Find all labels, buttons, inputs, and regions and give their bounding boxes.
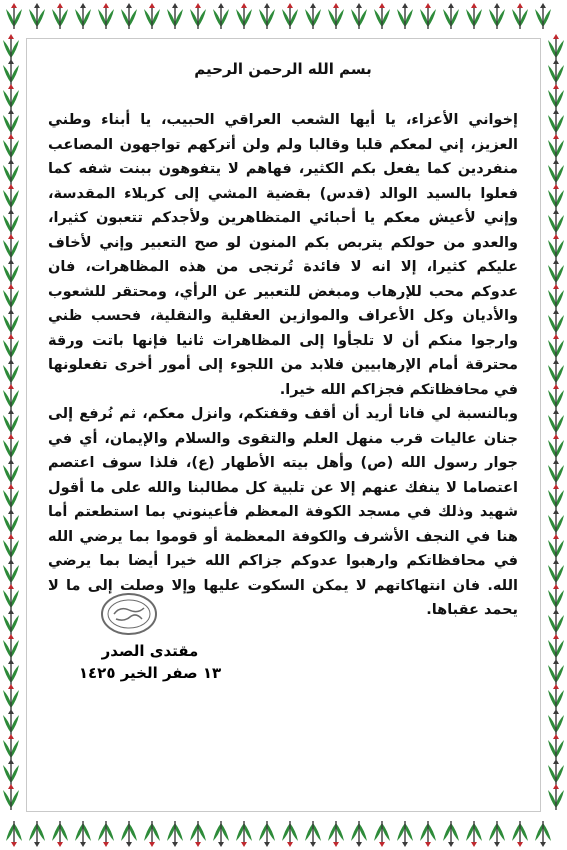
border-motif	[29, 3, 45, 29]
border-motif	[548, 409, 564, 435]
official-seal-stamp	[100, 592, 158, 636]
border-motif	[75, 821, 91, 847]
border-motif	[548, 559, 564, 585]
border-motif	[167, 821, 183, 847]
border-motif	[548, 159, 564, 185]
border-motif	[121, 821, 137, 847]
border-motif	[3, 84, 19, 110]
border-motif	[351, 821, 367, 847]
border-motif	[3, 634, 19, 660]
border-motif	[397, 3, 413, 29]
border-motif	[374, 3, 390, 29]
border-motif	[259, 821, 275, 847]
border-motif	[3, 759, 19, 785]
border-motif	[3, 559, 19, 585]
signature-date: ١٣ صفر الخير ١٤٢٥	[78, 664, 222, 682]
right-decorative-border	[545, 0, 567, 850]
border-motif	[466, 821, 482, 847]
border-motif	[548, 434, 564, 460]
border-motif	[548, 59, 564, 85]
border-motif	[3, 384, 19, 410]
border-motif	[3, 59, 19, 85]
border-motif	[548, 659, 564, 685]
border-motif	[3, 484, 19, 510]
border-motif	[420, 821, 436, 847]
border-motif	[548, 384, 564, 410]
border-motif	[3, 109, 19, 135]
border-motif	[3, 34, 19, 60]
border-motif	[3, 234, 19, 260]
border-motif	[144, 821, 160, 847]
border-motif	[3, 734, 19, 760]
border-motif	[548, 609, 564, 635]
border-motif	[3, 134, 19, 160]
border-motif	[52, 821, 68, 847]
border-motif	[52, 3, 68, 29]
border-motif	[512, 3, 528, 29]
border-motif	[443, 3, 459, 29]
border-motif	[548, 34, 564, 60]
border-motif	[489, 821, 505, 847]
border-motif	[3, 159, 19, 185]
border-motif	[305, 3, 321, 29]
border-motif	[213, 821, 229, 847]
border-motif	[3, 184, 19, 210]
border-motif	[548, 359, 564, 385]
border-motif	[259, 3, 275, 29]
border-motif	[548, 209, 564, 235]
border-motif	[548, 459, 564, 485]
border-motif	[236, 821, 252, 847]
border-motif	[548, 484, 564, 510]
border-motif	[548, 734, 564, 760]
border-motif	[190, 3, 206, 29]
border-motif	[98, 821, 114, 847]
border-motif	[3, 434, 19, 460]
border-motif	[121, 3, 137, 29]
border-motif	[3, 309, 19, 335]
border-motif	[548, 309, 564, 335]
border-motif	[548, 234, 564, 260]
border-motif	[3, 584, 19, 610]
border-motif	[548, 84, 564, 110]
border-motif	[512, 821, 528, 847]
signature-name: مقتدى الصدر	[101, 642, 199, 660]
border-motif	[548, 534, 564, 560]
border-motif	[548, 684, 564, 710]
border-motif	[3, 359, 19, 385]
letter-paragraph-2: وبالنسبة لي فانا أريد أن أقف وقفتكم، وانزل معكم، ثم نُرفع إلى جنان عاليات قرب منهل العلم والتقوى والسلام والإيمان، أي في جوار رسول الله (ص) وأهل بيته الأطهار (ع)، فلذا سوف اعتصم اعتصاما لا ينفك عنهم إلا عن تلبية كل مطالبنا والله على ما أقول شهيد وذلك في مسجد الكوفة المعظم فأعينوني بما استطعتم أما هنا في النجف الأشرف والكوفة المعظمة أو قوموا بما يرضي الله في محافظاتكم وارهبوا عدوكم جزاكم الله خيرا أيضا بما يرضي الله. فان انتهاكاتهم لا يمكن السكوت عليها وإلا وصلت إلى ما لا يحمد عقباها.	[48, 406, 518, 618]
border-motif	[443, 821, 459, 847]
letter-paragraph-1: إخواني الأعزاء، يا أيها الشعب العراقي الحبيب، يا أبناء وطني العزيز، إني لمعكم قلبا وقالبا ولم ولن أتركهم تواجهون المصاعب منفردين كما يفعل بكم الكثير، فهاهم لا يتفوهون ببنت شفه كما فعلوا بالسيد الوالد (قدس) بقضية المشي إلى كربلاء المقدسة، وإني لأعيش معكم يا أحبائي المتظاهرين ولأجدكم تتعبون كثيرا، والعدو من حولكم يتربص بكم المنون لو صح التعبير وإني لأخاف عليكم كثيرا، إلا انه لا فائدة تُرتجى من هذه المظاهرات، فان عدوكم محب للإرهاب ومبغض للتعبير عن الرأي، ومحتقر للشعوب والأديان وكل الأعراف والموازين العقلية والنقلية، فحسب ظني وارجوا منكم أن لا تلجأوا إلى المظاهرات ثانيا فإنها باتت ورقة محترقة أمام الإرهابيين فلابد من اللجوء إلى أمور أخرى تفعلونها في محافظاتكم فجزاكم الله خيرا.	[48, 112, 518, 398]
bottom-decorative-border	[0, 816, 567, 850]
border-motif	[548, 184, 564, 210]
left-decorative-border	[0, 0, 22, 850]
border-motif	[3, 459, 19, 485]
border-motif	[351, 3, 367, 29]
border-motif	[548, 259, 564, 285]
top-decorative-border	[0, 0, 567, 34]
border-motif	[548, 109, 564, 135]
border-motif	[328, 821, 344, 847]
border-motif	[167, 3, 183, 29]
letter-body	[48, 60, 518, 810]
border-motif	[98, 3, 114, 29]
border-motif	[282, 821, 298, 847]
border-motif	[3, 409, 19, 435]
border-motif	[144, 3, 160, 29]
border-motif	[328, 3, 344, 29]
border-motif	[489, 3, 505, 29]
border-motif	[213, 3, 229, 29]
border-motif	[548, 784, 564, 810]
border-motif	[548, 584, 564, 610]
border-motif	[3, 659, 19, 685]
border-motif	[3, 709, 19, 735]
border-motif	[282, 3, 298, 29]
border-motif	[3, 284, 19, 310]
border-motif	[75, 3, 91, 29]
border-motif	[548, 759, 564, 785]
border-motif	[236, 3, 252, 29]
border-motif	[3, 259, 19, 285]
basmala-heading: بسم الله الرحمن الرحيم	[194, 60, 372, 78]
border-motif	[466, 3, 482, 29]
border-motif	[548, 634, 564, 660]
border-motif	[420, 3, 436, 29]
border-motif	[3, 209, 19, 235]
border-motif	[548, 334, 564, 360]
border-motif	[305, 821, 321, 847]
border-motif	[374, 821, 390, 847]
border-motif	[548, 134, 564, 160]
border-motif	[3, 684, 19, 710]
border-motif	[3, 334, 19, 360]
border-motif	[190, 821, 206, 847]
border-motif	[3, 509, 19, 535]
border-motif	[29, 821, 45, 847]
border-motif	[548, 284, 564, 310]
border-motif	[3, 784, 19, 810]
border-motif	[3, 609, 19, 635]
border-motif	[548, 709, 564, 735]
border-motif	[548, 509, 564, 535]
border-motif	[397, 821, 413, 847]
border-motif	[3, 534, 19, 560]
signature-block	[60, 640, 240, 684]
